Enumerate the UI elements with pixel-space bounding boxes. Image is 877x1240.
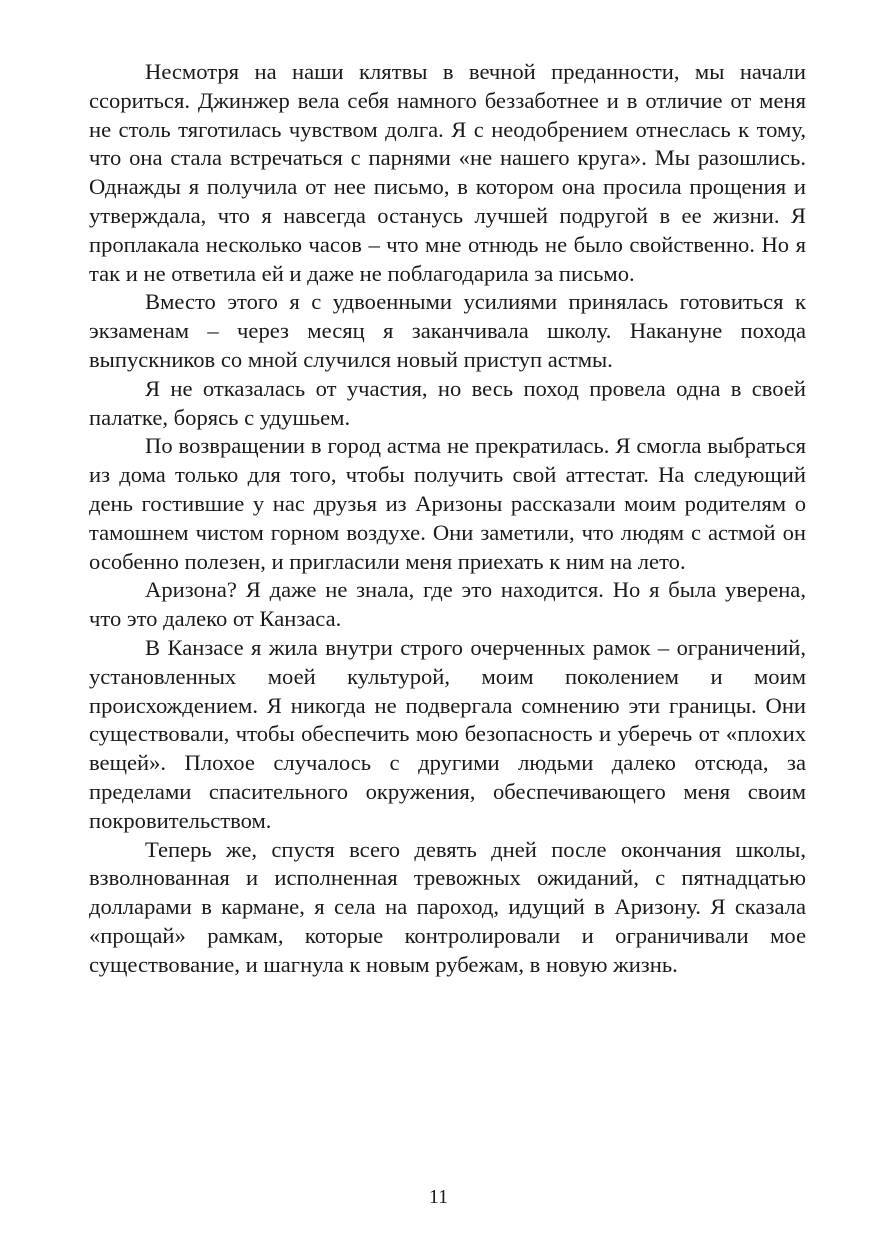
paragraph-6: В Канзасе я жила внутри строго очерченных рамок – ограничений, установленных моей культурой, моим поколением и моим происхождением. Я никогда не подвергала сомнению эти границы. Они существовали, чтобы обеспечить мою безопасность и уберечь от «плохих вещей». Плохое случалось с другими людьми далеко отсюда, за пределами спасительного окружения, обеспечивающего меня своим покровительством. xyxy=(89,634,806,833)
paragraph-3: Я не отказалась от участия, но весь поход провела одна в своей палатке, борясь с удушьем. xyxy=(89,375,806,430)
page-number: 11 xyxy=(428,1186,449,1208)
paragraph-1: Несмотря на наши клятвы в вечной преданности, мы начали ссориться. Джинжер вела себя намного беззаботнее и в отличие от меня не столь тяготилась чувством долга. Я с неодобрением отнеслась к тому, что она стала встречаться с парнями «не нашего круга». Мы разошлись. Однажды я получила от нее письмо, в котором она просила прощения и утверждала, что я навсегда останусь лучшей подругой в ее жизни. Я проплакала несколько часов – что мне отнюдь не было свойственно. Но я так и не ответила ей и даже не поблагодарила за письмо. xyxy=(89,59,806,286)
paragraph-2: Вместо этого я с удвоенными усилиями принялась готовиться к экзаменам – через месяц я заканчивала школу. Накануне похода выпускников со мной случился новый приступ астмы. xyxy=(89,289,806,372)
paragraph-5: Аризона? Я даже не знала, где это находится. Но я была уверена, что это далеко от Канзаса. xyxy=(89,577,806,632)
paragraph-7: Теперь же, спустя всего девять дней после окончания школы, взволнованная и исполненная тревожных ожиданий, с пятнадцатью долларами в кармане, я села на пароход, идущий в Аризону. Я сказала «прощай» рамкам, которые контролировали и ограничивали мое существование, и шагнула к новым рубежам, в новую жизнь. xyxy=(89,836,806,977)
paragraph-4: По возвращении в город астма не прекратилась. Я смогла выбраться из дома только для того, чтобы получить свой аттестат. На следующий день гостившие у нас друзья из Аризоны рассказали моим родителям о тамошнем чистом горном воздухе. Они заметили, что людям с астмой он особенно полезен, и пригласили меня приехать к ним на лето. xyxy=(89,433,806,574)
body-text xyxy=(89,58,806,980)
